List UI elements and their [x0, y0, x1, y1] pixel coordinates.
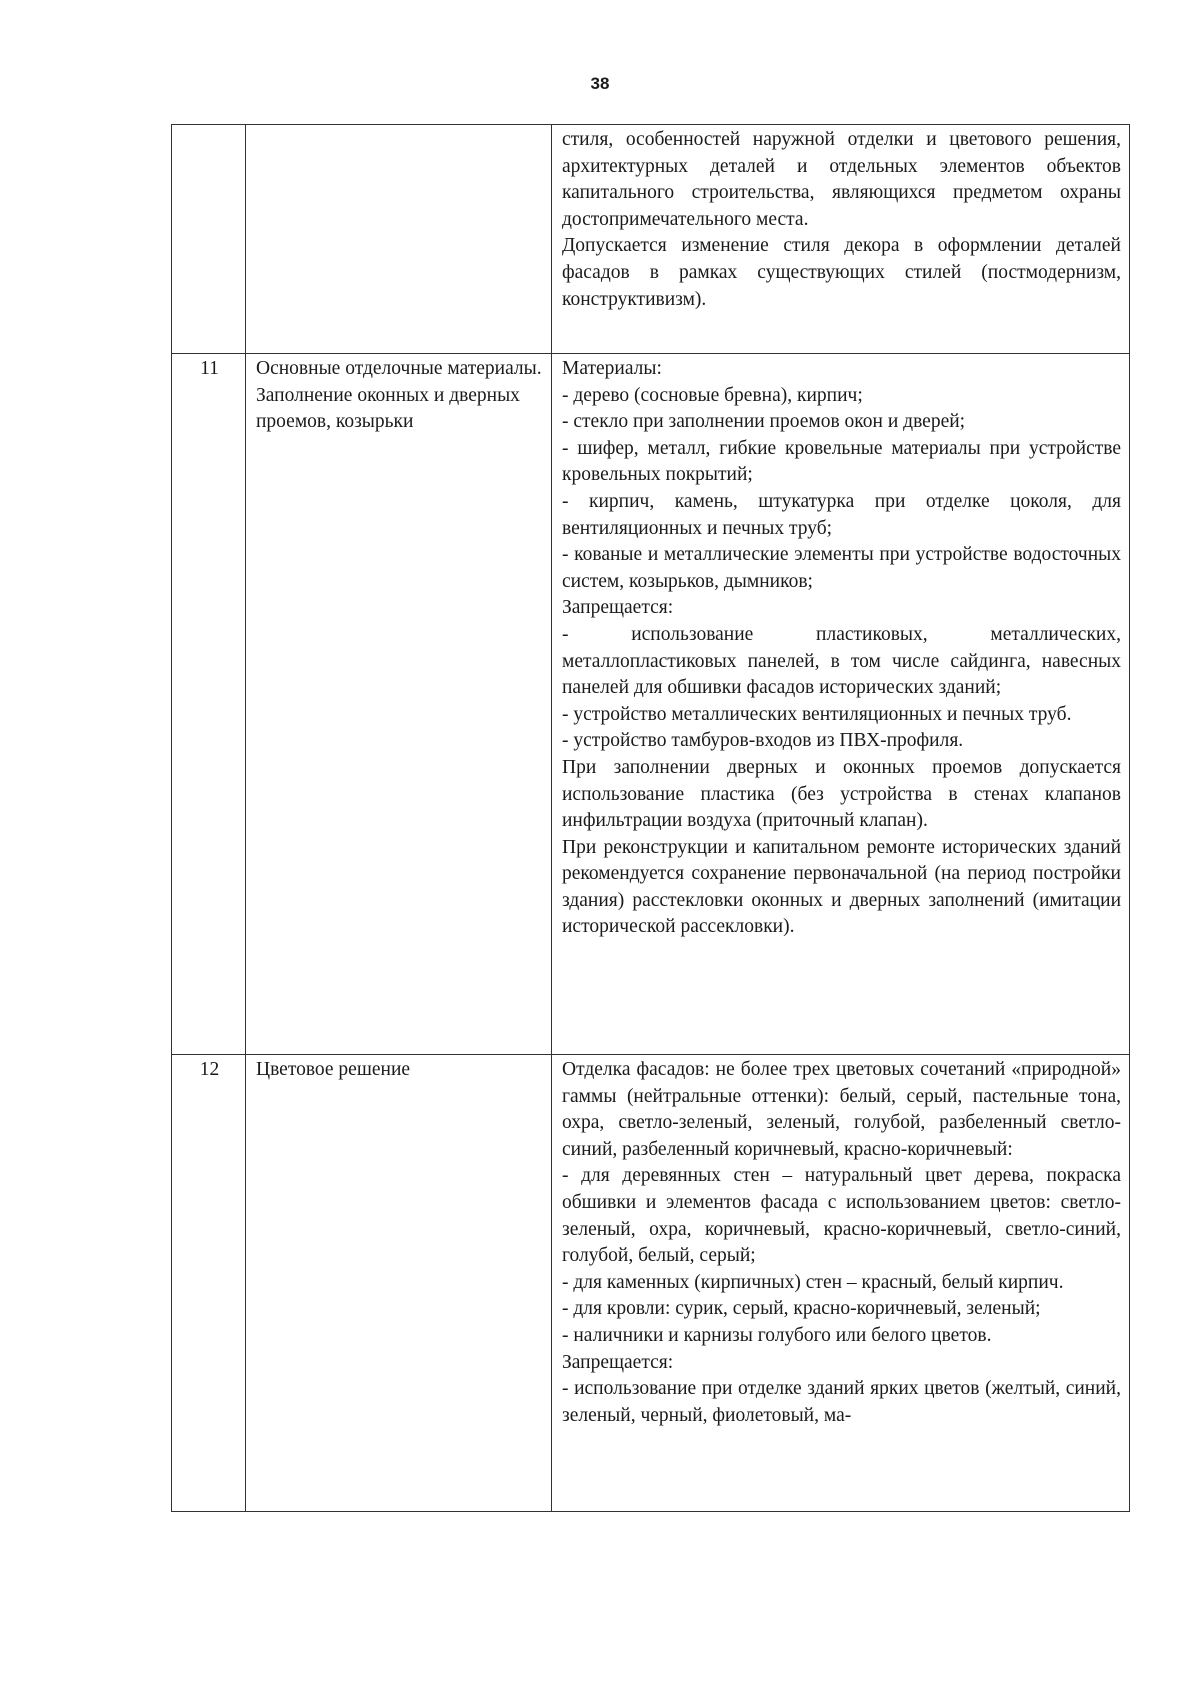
requirement-paragraph: - наличники и карнизы голубого или белого цветов.	[562, 1324, 992, 1346]
row-number-cell: 12	[172, 1055, 246, 1512]
table-row	[172, 1055, 1130, 1512]
requirement-paragraph: - стекло при заполнении проемов окон и дверей;	[562, 411, 966, 433]
parameter-name-cell	[246, 1055, 552, 1512]
requirement-paragraph: - дерево (сосновые бревна), кирпич;	[562, 384, 863, 406]
table-row	[172, 354, 1130, 1055]
requirement-paragraph: - использование при отделке зданий ярких цветов (желтый, синий, зеленый, черный, фиолетовый, ма-	[562, 1378, 1121, 1426]
requirement-paragraph: Отделка фасадов: не более трех цветовых сочетаний «природной» гаммы (нейтральные оттенки): белый, серый, пастельные тона, охра, светло-зеленый, зеленый, голубой, разбеленный светло-синий, разбеленный коричневый, красно-коричневый:	[562, 1059, 1121, 1160]
requirements-cell	[552, 1055, 1130, 1512]
requirement-paragraph: Материалы:	[562, 358, 662, 379]
requirement-paragraph: - кирпич, камень, штукатурка при отделке цоколя, для вентиляционных и печных труб;	[562, 490, 1121, 539]
requirement-paragraph: - для каменных (кирпичных) стен – красный, белый кирпич.	[562, 1271, 1064, 1293]
requirement-paragraph: - кованые и металлические элементы при устройстве водосточных систем, козырьков, дымников;	[562, 544, 1121, 592]
regulations-table	[171, 124, 1130, 1512]
parameter-name-line: Цветовое решение	[256, 1059, 411, 1080]
requirement-paragraph: Запрещается:	[562, 1351, 674, 1373]
table-row	[172, 125, 1130, 354]
parameter-name-line: Основные отделочные материалы.	[256, 358, 542, 379]
requirements-cell	[552, 354, 1130, 1055]
parameter-name-cell	[246, 354, 552, 1055]
requirement-paragraph: При реконструкции и капитальном ремонте исторических зданий рекомендуется сохранение первоначальной (на период постройки здания) расстекловки оконных и дверных заполнений (имитации исторической рассекловки).	[562, 836, 1121, 938]
parameter-name-cell	[246, 125, 552, 354]
requirement-paragraph: стиля, особенностей наружной отделки и цветового решения, архитектурных деталей и отдельных элементов объектов капитального строительства, являющихся предметом охраны достопримечательного места.	[562, 129, 1121, 230]
requirement-paragraph: - устройство тамбуров-входов из ПВХ-профиля.	[562, 730, 964, 752]
requirement-paragraph: - устройство металлических вентиляционных и печных труб.	[562, 703, 1072, 725]
row-number-cell	[172, 125, 246, 354]
requirement-paragraph: - для кровли: сурик, серый, красно-коричневый, зеленый;	[562, 1298, 1041, 1320]
requirement-paragraph: - использование пластиковых, металлических, металлопластиковых панелей, в том числе сайдинга, навесных панелей для обшивки фасадов исторических зданий;	[562, 623, 1121, 699]
requirement-paragraph: При заполнении дверных и оконных проемов допускается использование пластика (без устройства в стенах клапанов инфильтрации воздуха (приточный клапан).	[562, 756, 1121, 832]
requirement-paragraph: Допускается изменение стиля декора в оформлении деталей фасадов в рамках существующих стилей (постмодернизм, конструктивизм).	[562, 235, 1121, 310]
parameter-name-line: Заполнение оконных и дверных проемов, козырьки	[256, 384, 520, 433]
page-number: 38	[590, 74, 610, 93]
requirement-paragraph: Запрещается:	[562, 597, 674, 619]
row-number-cell: 11	[172, 354, 246, 1055]
requirements-cell	[552, 125, 1130, 354]
requirement-paragraph: - шифер, металл, гибкие кровельные материалы при устройстве кровельных покрытий;	[562, 437, 1121, 486]
requirement-paragraph: - для деревянных стен – натуральный цвет дерева, покраска обшивки и элементов фасада с использованием цветов: светло-зеленый, охра, коричневый, красно-коричневый, светло-синий, голубой, белый, серый;	[562, 1165, 1121, 1267]
